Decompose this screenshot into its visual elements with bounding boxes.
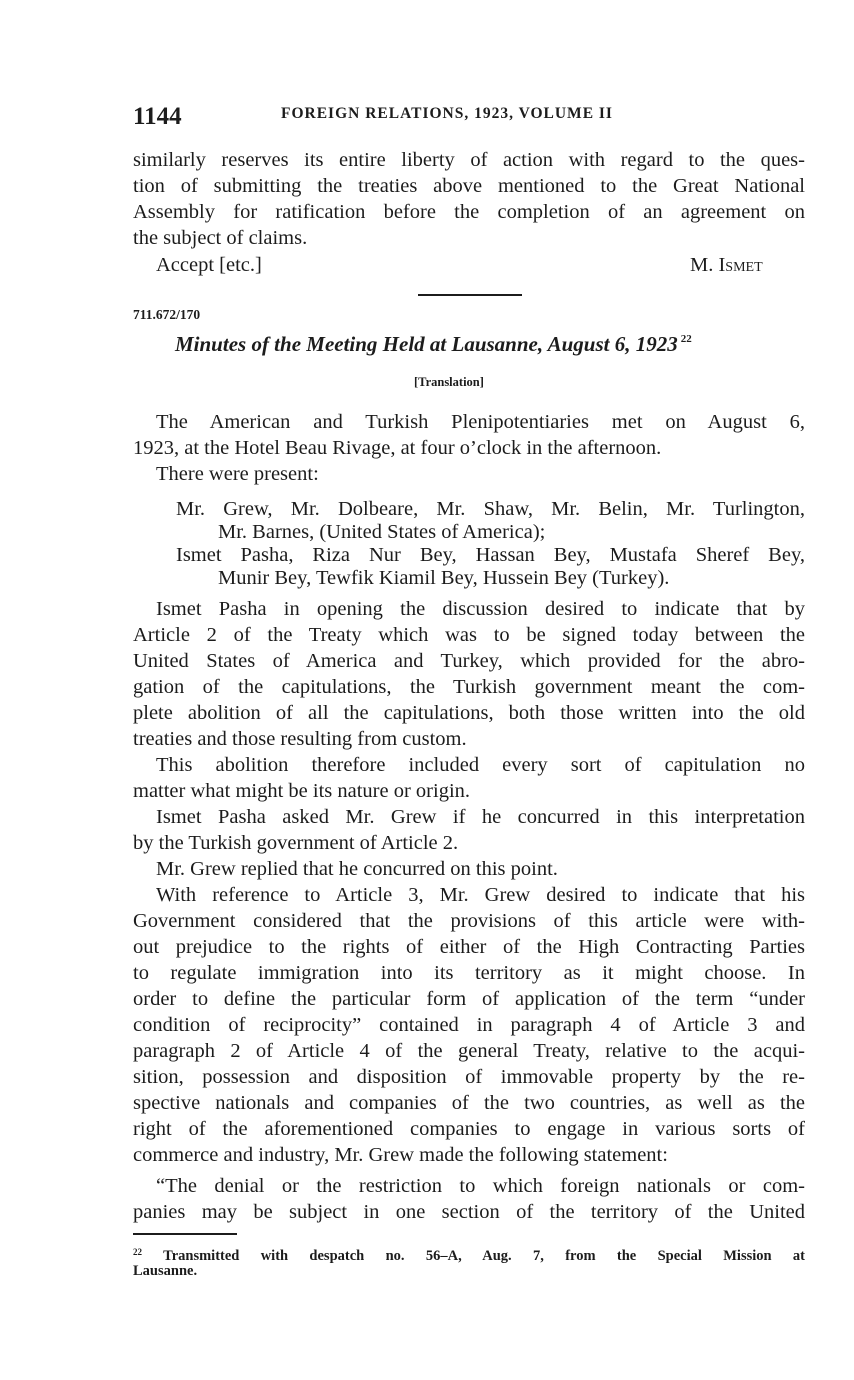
body-line: This abolition therefore included every sort of capitulation no	[156, 754, 805, 776]
footnote-line: Lausanne.	[133, 1263, 198, 1279]
body-line: the subject of claims.	[133, 227, 308, 249]
page-number: 1144	[133, 103, 182, 130]
body-line: plete abolition of all the capitulations, both those written into the old	[133, 702, 805, 724]
document-title-text: Minutes of the Meeting Held at Lausanne, August 6, 1923	[175, 332, 678, 356]
body-line: Assembly for ratification before the completion of an agreement on	[133, 201, 805, 223]
body-line: to regulate immigration into its territory as it might choose. In	[133, 962, 805, 984]
closing-formula: Accept [etc.]	[156, 254, 262, 276]
attendee-line: Munir Bey, Tewfik Kiamil Bey, Hussein Bey (Turkey).	[218, 567, 670, 589]
body-line: condition of reciprocity” contained in paragraph 4 of Article 3 and	[133, 1014, 805, 1036]
body-line: right of the aforementioned companies to engage in various sorts of	[133, 1118, 805, 1140]
body-line: out prejudice to the rights of either of the High Contracting Parties	[133, 936, 805, 958]
section-divider	[418, 294, 522, 296]
body-line: Ismet Pasha in opening the discussion desired to indicate that by	[156, 598, 805, 620]
body-line: paragraph 2 of Article 4 of the general Treaty, relative to the acqui-	[133, 1040, 805, 1062]
body-line: matter what might be its nature or origin.	[133, 780, 471, 802]
attendee-line: Mr. Barnes, (United States of America);	[218, 521, 546, 543]
document-title	[175, 332, 692, 357]
body-line: United States of America and Turkey, which provided for the abro-	[133, 650, 805, 672]
body-line: commerce and industry, Mr. Grew made the following statement:	[133, 1144, 668, 1166]
quotation-line: panies may be subject in one section of the territory of the United	[133, 1201, 805, 1223]
signature	[690, 253, 763, 278]
running-title: FOREIGN RELATIONS, 1923, VOLUME II	[281, 105, 613, 122]
body-line: sition, possession and disposition of immovable property by the re-	[133, 1066, 805, 1088]
footnote-text: Transmitted with despatch no. 56–A, Aug. 7, from the Special Mission at	[163, 1248, 805, 1264]
body-line: tion of submitting the treaties above mentioned to the Great National	[133, 175, 805, 197]
body-line: 1923, at the Hotel Beau Rivage, at four o’clock in the afternoon.	[133, 437, 662, 459]
body-line: by the Turkish government of Article 2.	[133, 832, 459, 854]
body-line: order to define the particular form of application of the term “under	[133, 988, 805, 1010]
body-line: treaties and those resulting from custom.	[133, 728, 467, 750]
body-line: Government considered that the provisions of this article were with-	[133, 910, 805, 932]
quotation-line: “The denial or the restriction to which foreign nationals or com-	[156, 1175, 805, 1197]
body-line: Ismet Pasha asked Mr. Grew if he concurred in this interpretation	[156, 806, 805, 828]
body-line: similarly reserves its entire liberty of action with regard to the ques-	[133, 149, 805, 171]
attendee-line: Mr. Grew, Mr. Dolbeare, Mr. Shaw, Mr. Belin, Mr. Turlington,	[176, 498, 805, 520]
footnote-divider	[133, 1233, 237, 1235]
body-line: Article 2 of the Treaty which was to be signed today between the	[133, 624, 805, 646]
body-line: gation of the capitulations, the Turkish government meant the com-	[133, 676, 805, 698]
file-number: 711.672/170	[133, 307, 201, 322]
attendee-line: Ismet Pasha, Riza Nur Bey, Hassan Bey, Mustafa Sheref Bey,	[176, 544, 805, 566]
signature-initial: M.	[690, 254, 719, 276]
signature-name: Ismet	[718, 254, 763, 276]
footnote-marker: 22	[133, 1247, 142, 1257]
translation-label: [Translation]	[414, 375, 484, 389]
body-line: There were present:	[156, 463, 319, 485]
body-line: Mr. Grew replied that he concurred on this point.	[156, 858, 558, 880]
body-line: With reference to Article 3, Mr. Grew desired to indicate that his	[156, 884, 805, 906]
footnote-reference: 22	[680, 333, 692, 345]
body-line: The American and Turkish Plenipotentiaries met on August 6,	[156, 411, 805, 433]
footnote-line	[133, 1244, 805, 1265]
body-line: spective nationals and companies of the two countries, as well as the	[133, 1092, 805, 1114]
